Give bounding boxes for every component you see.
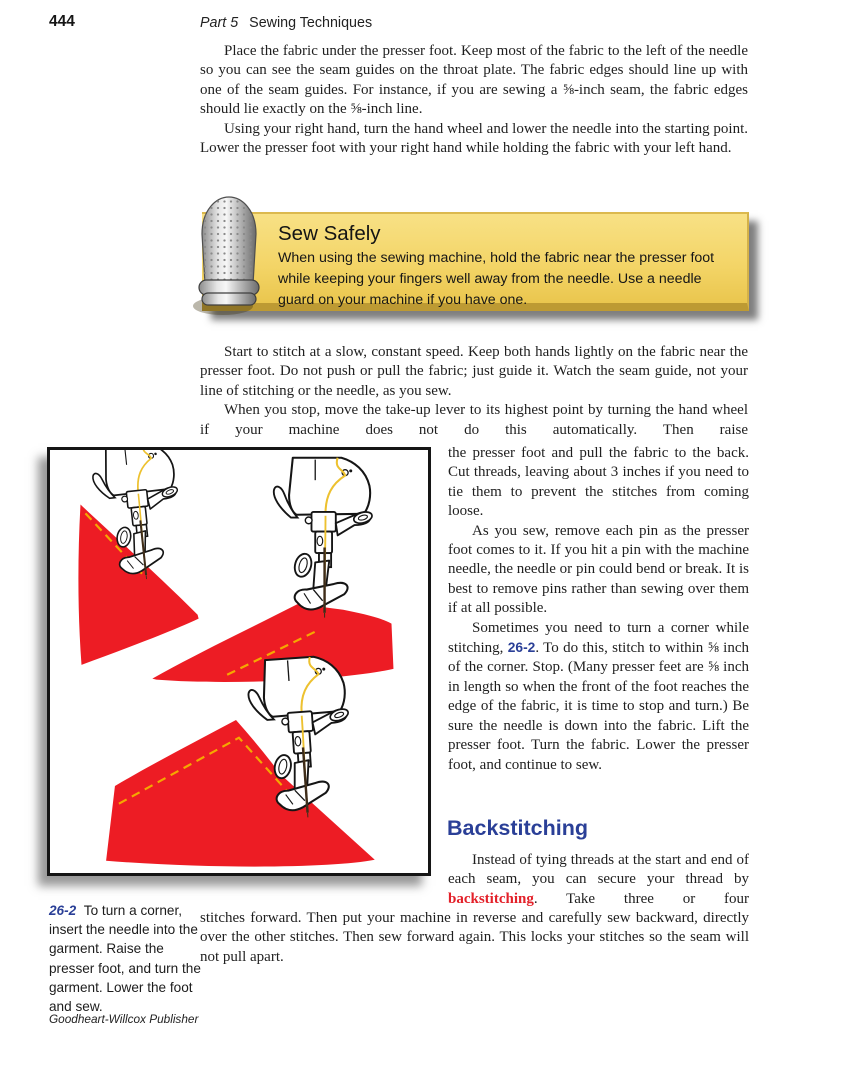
figure-caption-number: 26-2 [49,903,77,918]
mid-text-block [200,343,748,440]
section-heading-backstitching: Backstitching [447,816,588,840]
backstitching-right-part [448,851,749,909]
figure-caption [49,901,204,1016]
sew-safely-body: When using the sewing machine, hold the fabric near the presser foot while keeping your fingers well away from the needle. Use a needle guard on your machine if you have one. [278,250,715,308]
right-column [448,444,749,775]
paragraph: As you sew, remove each pin as the presser foot comes to it. If you hit a pin with the machine needle, the needle or pin could bend or break. It is best to remove pins rather than sewing over them if at all possible. [448,522,749,617]
text-run: Instead of tying threads at the start and end of each seam, you can secure your thread by [448,852,749,888]
thimble-icon [189,192,273,320]
fabric-bottom [106,720,375,867]
paragraph: When you stop, move the take-up lever to its highest point by turning the hand wheel if your machine does not do this automatically. Then raise [200,402,748,438]
figure-reference: 26-2 [507,640,536,656]
paragraph: Start to stitch at a slow, constant speed. Keep both hands lightly on the fabric near the presser foot. Do not push or pull the fabric; just guide it. Watch the seam guide, not your line of stitching or the needle, as you sew. [200,344,748,399]
sew-safely-content [202,214,747,310]
paragraph: the presser foot and pull the fabric to the back. Cut threads, leaving about 3 inches if you need to tie them to prevent the stitches from coming loose. [448,445,749,520]
sew-safely-callout [202,212,749,311]
figure-caption-text: To turn a corner, insert the needle into the garment. Raise the presser foot, and turn the garment. Lower the foot and sew. [49,903,201,1015]
sew-safely-title: Sew Safely [278,222,381,245]
corner-stitching-illustration [50,450,422,867]
keyword-backstitching: backstitching [448,890,534,907]
running-head-part: Part 5 [200,15,239,31]
intro-text-block [200,42,748,158]
paragraph: Place the fabric under the presser foot. Keep most of the fabric to the left of the needle so you can see the seam guides on the throat plate. The fabric edges should line up with one of the seam guides. For instance, if you are sewing a ⅝-inch seam, the fabric edges should lie exactly on the ⅝-inch line. [200,43,748,118]
paragraph: stitches forward. Then put your machine in reverse and carefully sew backward, directly over the other stitches. Then sew forward again. This locks your stitches so the seam will not pull apart. [200,910,749,965]
running-head-title: Sewing Techniques [249,15,373,31]
paragraph [448,619,749,775]
text-run: Sometimes you need to turn a corner while stitching, [448,619,749,657]
presser-foot-2 [274,458,374,618]
page-number: 444 [49,13,75,30]
backstitching-continuation [200,909,749,967]
paragraph [448,851,749,909]
text-run: . Take three or four [533,890,749,907]
figure-26-2 [47,447,431,876]
paragraph: Using your right hand, turn the hand wheel and lower the needle into the starting point. Lower the presser foot with your right hand while holding the fabric with your left hand. [200,120,748,157]
text-run: . To do this, stitch to within ⅝ inch of the corner. Stop. (Many presser feet are ⅝ inch in length so when the front of the foot reaches the edge of the fabric, it is time to stop and turn.) Be sure the needle is down into the fabric. Lift the presser foot. Turn the fabric. Lower the presser foot, and continue to sew. [448,640,749,773]
figure-credit: Goodheart-Willcox Publisher [49,1012,199,1026]
running-head [200,15,372,31]
